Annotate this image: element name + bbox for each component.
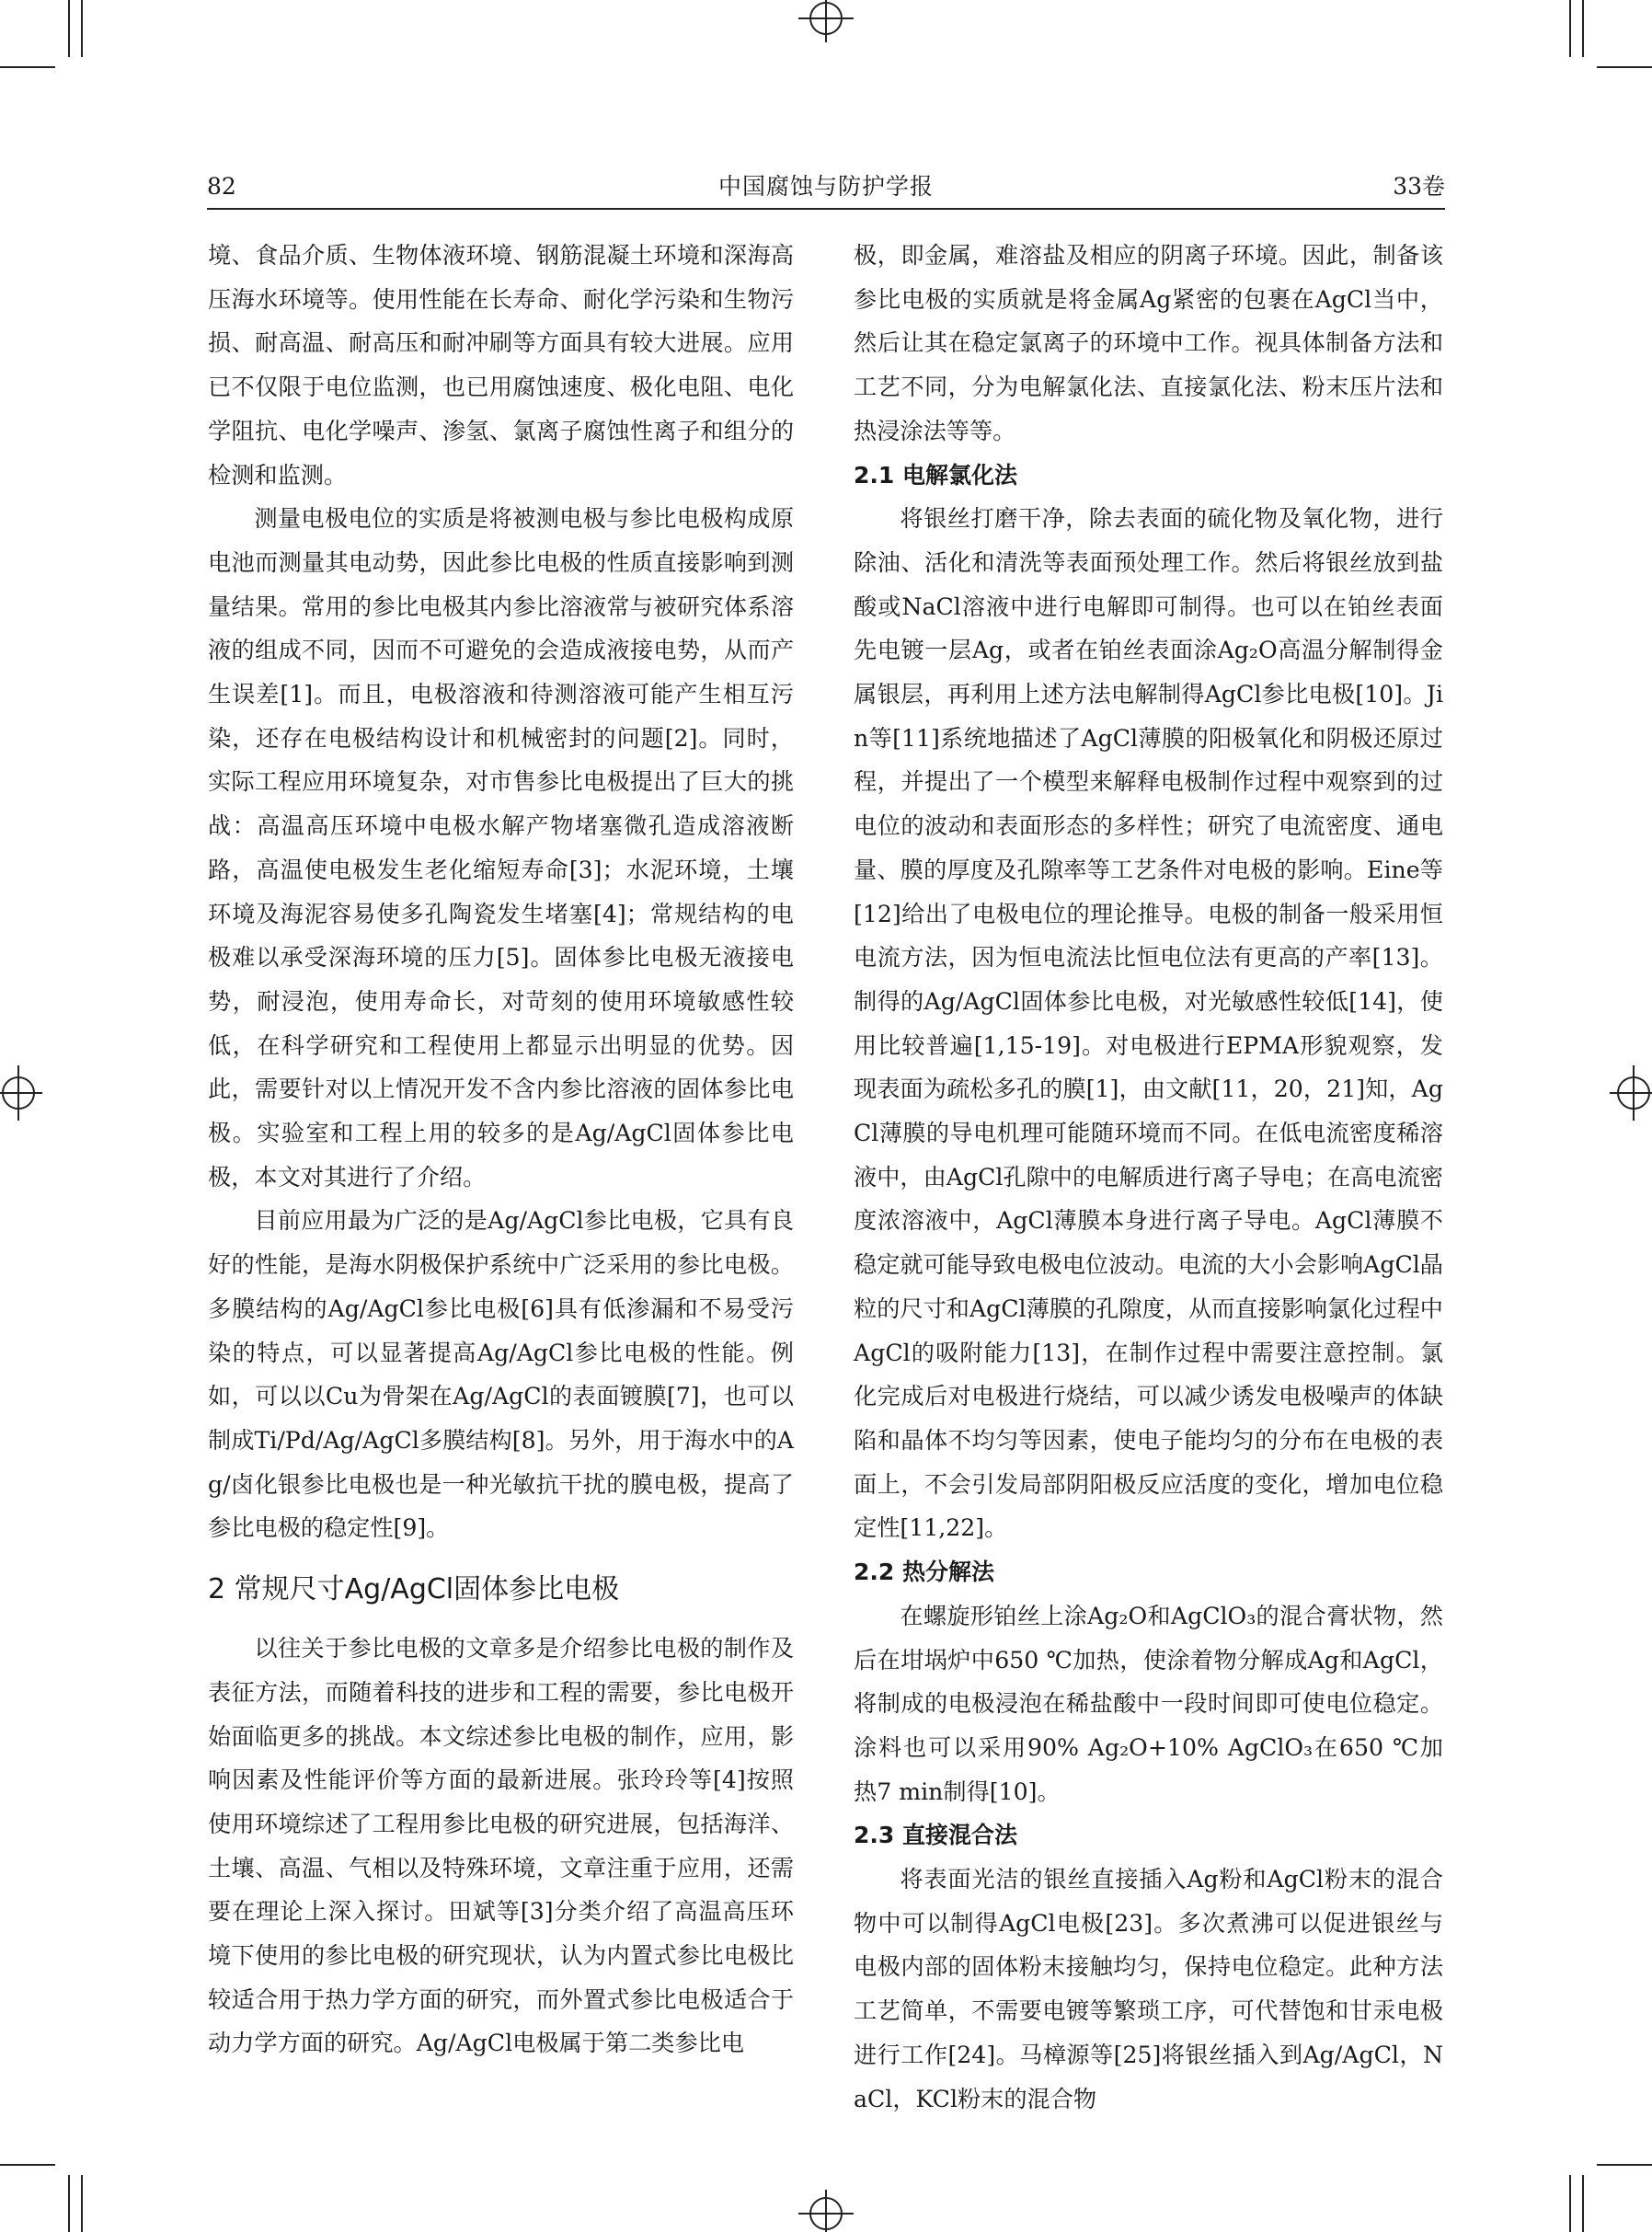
- header-rule: [207, 208, 1445, 210]
- crop-mark: [0, 2164, 55, 2166]
- registration-mark-top: [789, 0, 863, 42]
- crop-mark: [0, 66, 55, 68]
- crop-mark: [1569, 0, 1571, 57]
- subsection-heading: 2.2 热分解法: [854, 1559, 994, 1586]
- paragraph: 境、食品介质、生物体液环境、钢筋混凝土环境和深海高压海水环境等。使用性能在长寿命、耐化学污染和生物污损、耐高温、耐高压和耐冲刷等方面具有较大进展。应用已不仅限于电位监测，也已用腐蚀速度、极化电阻、电化学阻抗、电化学噪声、渗氢、氯离子腐蚀性离子和组分的检测和监测。: [208, 242, 794, 489]
- paragraph: 将表面光洁的银丝直接插入Ag粉和AgCl粉末的混合物中可以制得AgCl电极[23]。多次煮沸可以促进银丝与电极内部的固体粉末接触均匀，保持电位稳定。此种方法工艺简单，不需要电镀等繁琐工序，可代替饱和甘汞电极进行工作[24]。马樟源等[25]将银丝插入到Ag/AgCl，NaCl，KCl粉末的混合物: [854, 1866, 1443, 2112]
- paragraph: 将银丝打磨干净，除去表面的硫化物及氧化物，进行除油、活化和清洗等表面预处理工作。然后将银丝放到盐酸或NaCl溶液中进行电解即可制得。也可以在铂丝表面先电镀一层Ag，或者在铂丝表面涂Ag₂O高温分解制得金属银层，再利用上述方法电解制得AgCl参比电极[10]。Jin等[11]系统地描述了AgCl薄膜的阳极氧化和阴极还原过程，并提出了一个模型来解释电极制作过程中观察到的过电位的波动和表面形态的多样性；研究了电流密度、通电量、膜的厚度及孔隙率等工艺条件对电极的影响。Eine等[12]给出了电极电位的理论推导。电极的制备一般采用恒电流方法，因为恒电流法比恒电位法有更高的产率[13]。制得的Ag/AgCl固体参比电极，对光敏感性较低[14]，使用比较普遍[1,15-19]。对电极进行EPMA形貌观察，发现表面为疏松多孔的膜[1]，由文献[11，20，21]知，AgCl薄膜的导电机理可能随环境而不同。在低电流密度稀溶液中，由AgCl孔隙中的电解质进行离子导电；在高电流密度浓溶液中，AgCl薄膜本身进行离子导电。AgCl薄膜不稳定就可能导致电极电位波动。电流的大小会影响AgCl晶粒的尺寸和AgCl薄膜的孔隙度，从而直接影响氯化过程中AgCl的吸附能力[13]，在制作过程中需要注意控制。氯化完成后对电极进行烧结，可以减少诱发电极噪声的体缺陷和晶体不均匀等因素，使电子能均匀的分布在电极的表面上，不会引发局部阴阳极反应活度的变化，增加电位稳定性[11,22]。: [854, 505, 1443, 1542]
- page-number: 82: [207, 173, 236, 200]
- paragraph: 测量电极电位的实质是将被测电极与参比电极构成原电池而测量其电动势，因此参比电极的性质直接影响到测量结果。常用的参比电极其内参比溶液常与被研究体系溶液的组成不同，因而不可避免的会造成液接电势，从而产生误差[1]。而且，电极溶液和待测溶液可能产生相互污染，还存在电极结构设计和机械密封的问题[2]。同时，实际工程应用环境复杂，对市售参比电极提出了巨大的挑战：高温高压环境中电极水解产物堵塞微孔造成溶液断路，高温使电极发生老化缩短寿命[3]；水泥环境，土壤环境及海泥容易使多孔陶瓷发生堵塞[4]；常规结构的电极难以承受深海环境的压力[5]。固体参比电极无液接电势，耐浸泡，使用寿命长，对苛刻的使用环境敏感性较低，在科学研究和工程使用上都显示出明显的优势。因此，需要针对以上情况开发不含内参比溶液的固体参比电极。实验室和工程上用的较多的是Ag/AgCl固体参比电极，本文对其进行了介绍。: [208, 505, 794, 1191]
- registration-mark-bottom: [789, 2190, 863, 2232]
- running-header: [207, 168, 1445, 205]
- registration-mark-left: [0, 1056, 42, 1130]
- left-column: [208, 234, 794, 2065]
- crop-mark: [1569, 2175, 1571, 2232]
- subsection-heading: 2.3 直接混合法: [854, 1822, 1017, 1849]
- paragraph: 以往关于参比电极的文章多是介绍参比电极的制作及表征方法，而随着科技的进步和工程的需要，参比电极开始面临更多的挑战。本文综述参比电极的制作，应用，影响因素及性能评价等方面的最新进展。张玲玲等[4]按照使用环境综述了工程用参比电极的研究进展，包括海洋、土壤、高温、气相以及特殊环境，文章注重于应用，还需要在理论上深入探讨。田斌等[3]分类介绍了高温高压环境下使用的参比电极的研究现状，认为内置式参比电极比较适合用于热力学方面的研究，而外置式参比电极适合于动力学方面的研究。Ag/AgCl电极属于第二类参比电: [208, 1635, 794, 2057]
- crop-mark: [1582, 0, 1584, 57]
- crop-mark: [68, 2175, 70, 2232]
- crop-mark: [81, 0, 83, 57]
- paragraph: 目前应用最为广泛的是Ag/AgCl参比电极，它具有良好的性能，是海水阴极保护系统中广泛采用的参比电极。多膜结构的Ag/AgCl参比电极[6]具有低渗漏和不易受污染的特点，可以显著提高Ag/AgCl参比电极的性能。例如，可以以Cu为骨架在Ag/AgCl的表面镀膜[7]，也可以制成Ti/Pd/Ag/AgCl多膜结构[8]。另外，用于海水中的Ag/卤化银参比电极也是一种光敏抗干扰的膜电极，提高了参比电极的稳定性[9]。: [208, 1207, 794, 1542]
- subsection-heading: 2.1 电解氯化法: [854, 461, 1017, 489]
- section-heading: 2 常规尺寸Ag/AgCl固体参比电极: [208, 1573, 620, 1606]
- paragraph: 在螺旋形铂丝上涂Ag₂O和AgClO₃的混合膏状物，然后在坩埚炉中650 ℃加热，使涂着物分解成Ag和AgCl，将制成的电极浸泡在稀盐酸中一段时间即可使电位稳定。涂料也可以采用90% Ag₂O+10% AgClO₃在650 ℃加热7 min制得[10]。: [854, 1602, 1443, 1805]
- registration-mark-right: [1610, 1056, 1652, 1130]
- right-column: [854, 234, 1443, 2121]
- crop-mark: [81, 2175, 83, 2232]
- crop-mark: [1597, 2164, 1652, 2166]
- crop-mark: [68, 0, 70, 57]
- volume-label: 33卷: [1393, 173, 1445, 200]
- crop-mark: [1582, 2175, 1584, 2232]
- crop-mark: [1597, 66, 1652, 68]
- paragraph: 极，即金属，难溶盐及相应的阴离子环境。因此，制备该参比电极的实质就是将金属Ag紧密的包裹在AgCl当中，然后让其在稳定氯离子的环境中工作。视具体制备方法和工艺不同，分为电解氯化法、直接氯化法、粉末压片法和热浸涂法等等。: [854, 242, 1443, 444]
- journal-title: 中国腐蚀与防护学报: [717, 173, 934, 200]
